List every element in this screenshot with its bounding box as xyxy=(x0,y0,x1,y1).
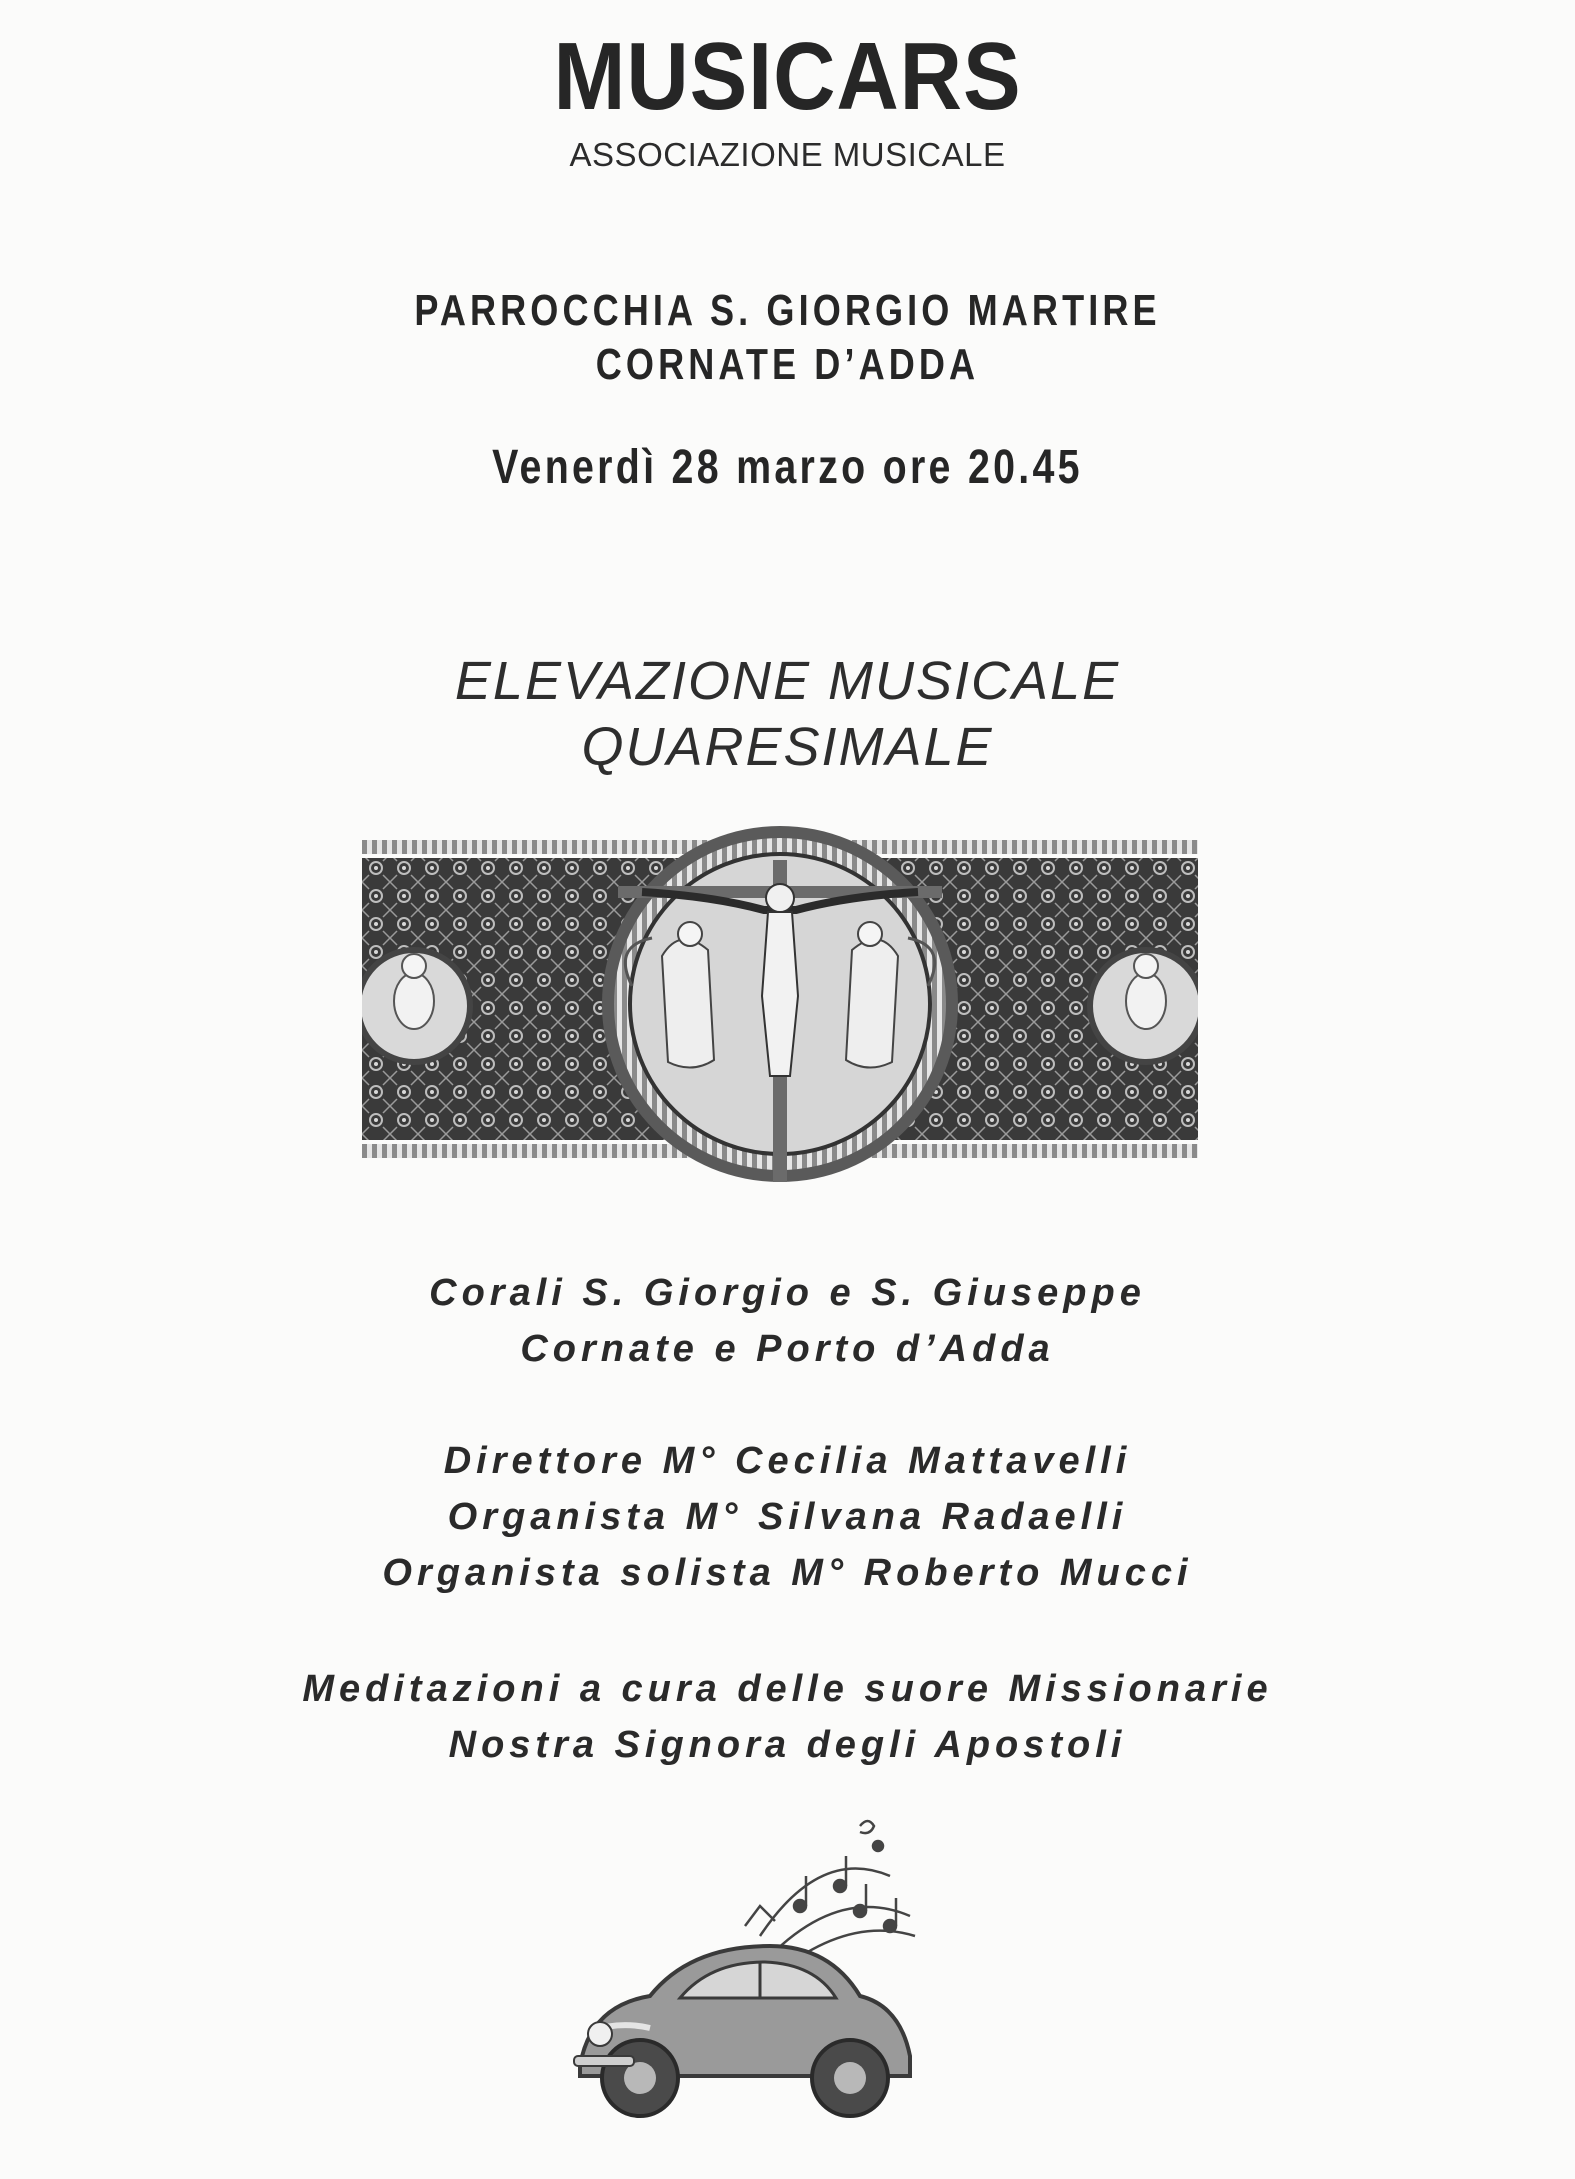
meditations-line-2: Nostra Signora degli Apostoli xyxy=(448,1724,1127,1766)
performer-soloist: Organista solista M° Roberto Mucci xyxy=(382,1552,1193,1594)
performer-director: Direttore M° Cecilia Mattavelli xyxy=(443,1440,1132,1482)
brand-title: MUSICARS xyxy=(553,23,1022,130)
venue-line-1: PARROCCHIA S. GIORGIO MARTIRE xyxy=(414,286,1161,335)
event-title-line-2: QUARESIMALE xyxy=(581,717,994,777)
event-title-line-1: ELEVAZIONE MUSICALE xyxy=(454,651,1121,711)
vintage-car-music-icon xyxy=(560,1806,990,2136)
vintage-car-icon xyxy=(574,1946,910,2116)
venue-line-2: CORNATE D’ADDA xyxy=(595,340,980,389)
brand-subtitle: ASSOCIAZIONE MUSICALE xyxy=(569,136,1006,173)
choirs-line-1: Corali S. Giorgio e S. Giuseppe xyxy=(429,1272,1146,1314)
meditations-line-1: Meditazioni a cura delle suore Missionarie xyxy=(302,1668,1273,1710)
choirs-line-2: Cornate e Porto d’Adda xyxy=(520,1328,1055,1370)
event-date: Venerdì 28 marzo ore 20.45 xyxy=(492,441,1083,494)
performer-organist: Organista M° Silvana Radaelli xyxy=(447,1496,1128,1538)
crucifixion-banner-illustration xyxy=(362,826,1198,1182)
